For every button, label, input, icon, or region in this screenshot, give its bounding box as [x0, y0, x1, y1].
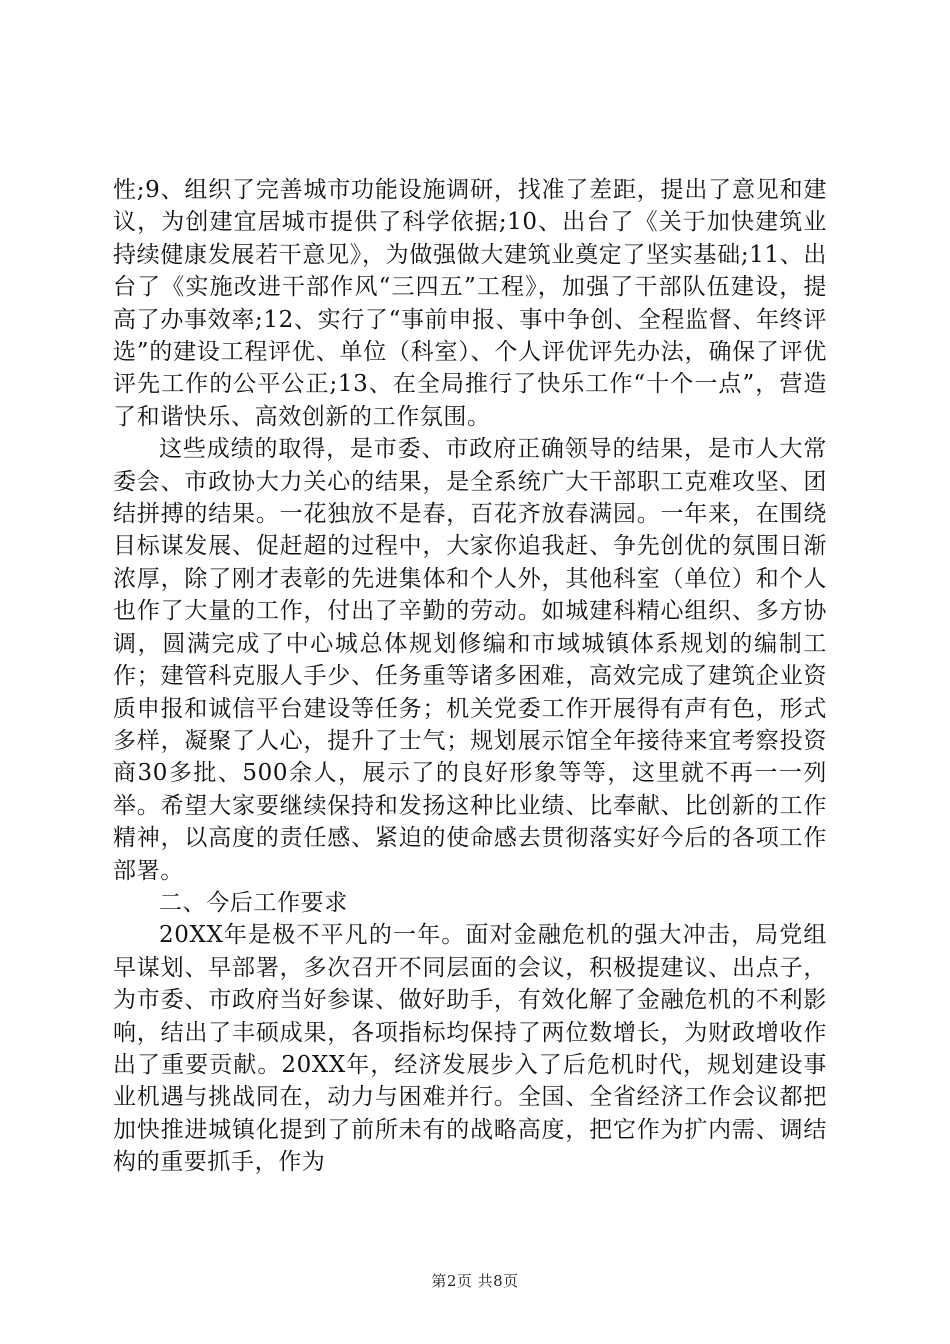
page-footer: 第2页 共8页 [431, 1272, 519, 1290]
paragraph-achievements: 这些成绩的取得，是市委、市政府正确领导的结果，是市人大常委会、市政协大力关心的结果，是全系统广大干部职工克难攻坚、团结拼搏的结果。一花独放不是春，百花齐放春满园。一年来，在围绕目标谋发展、促赶超的过程中，大家你追我赶、争先创优的氛围日渐浓厚，除了刚才表彰的先进集体和个人外，其他科室（单位）和个人也作了大量的工作，付出了辛勤的劳动。如城建科精心组织、多方协调，圆满完成了中心城总体规划修编和市域城镇体系规划的编制工作；建管科克服人手少、任务重等诸多困难，高效完成了建筑企业资质申报和诚信平台建设等任务；机关党委工作开展得有声有色，形式多样，凝聚了人心，提升了士气；规划展示馆全年接待来宜考察投资商30多批、500余人，展示了的良好形象等等，这里就不再一一列举。希望大家要继续保持和发扬这种比业绩、比奉献、比创新的工作精神，以高度的责任感、紧迫的使命感去贯彻落实好今后的各项工作部署。 [113, 436, 827, 884]
section-heading: 二、今后工作要求 [159, 889, 348, 916]
paragraph-continuation: 性;9、组织了完善城市功能设施调研，找准了差距，提出了意见和建议，为创建宜居城市提供了科学依据;10、出台了《关于加快建筑业持续健康发展若干意见》，为做强做大建筑业奠定了坚实基础;11、出台了《实施改进干部作风“三四五”工程》，加强了干部队伍建设，提高了办事效率;12、实行了“事前申报、事中争创、全程监督、年终评选”的建设工程评优、单位（科室）、个人评优评先办法，确保了评优评先工作的公平公正;13、在全局推行了快乐工作“十个一点”，营造了和谐快乐、高效创新的工作氛围。 [113, 177, 827, 430]
paragraph-requirements: 20XX年是极不平凡的一年。面对金融危机的强大冲击，局党组早谋划、早部署，多次召开不同层面的会议，积极提建议、出点子，为市委、市政府当好参谋、做好助手，有效化解了金融危机的不利影响，结出了丰硕成果，各项指标均保持了两位数增长，为财政增收作出了重要贡献。20XX年，经济发展步入了后危机时代，规划建设事业机遇与挑战同在，动力与困难并行。全国、全省经济工作会议都把加快推进城镇化提到了前所未有的战略高度，把它作为扩内需、调结构的重要抓手，作为 [113, 922, 827, 1176]
document-body [113, 174, 827, 1179]
